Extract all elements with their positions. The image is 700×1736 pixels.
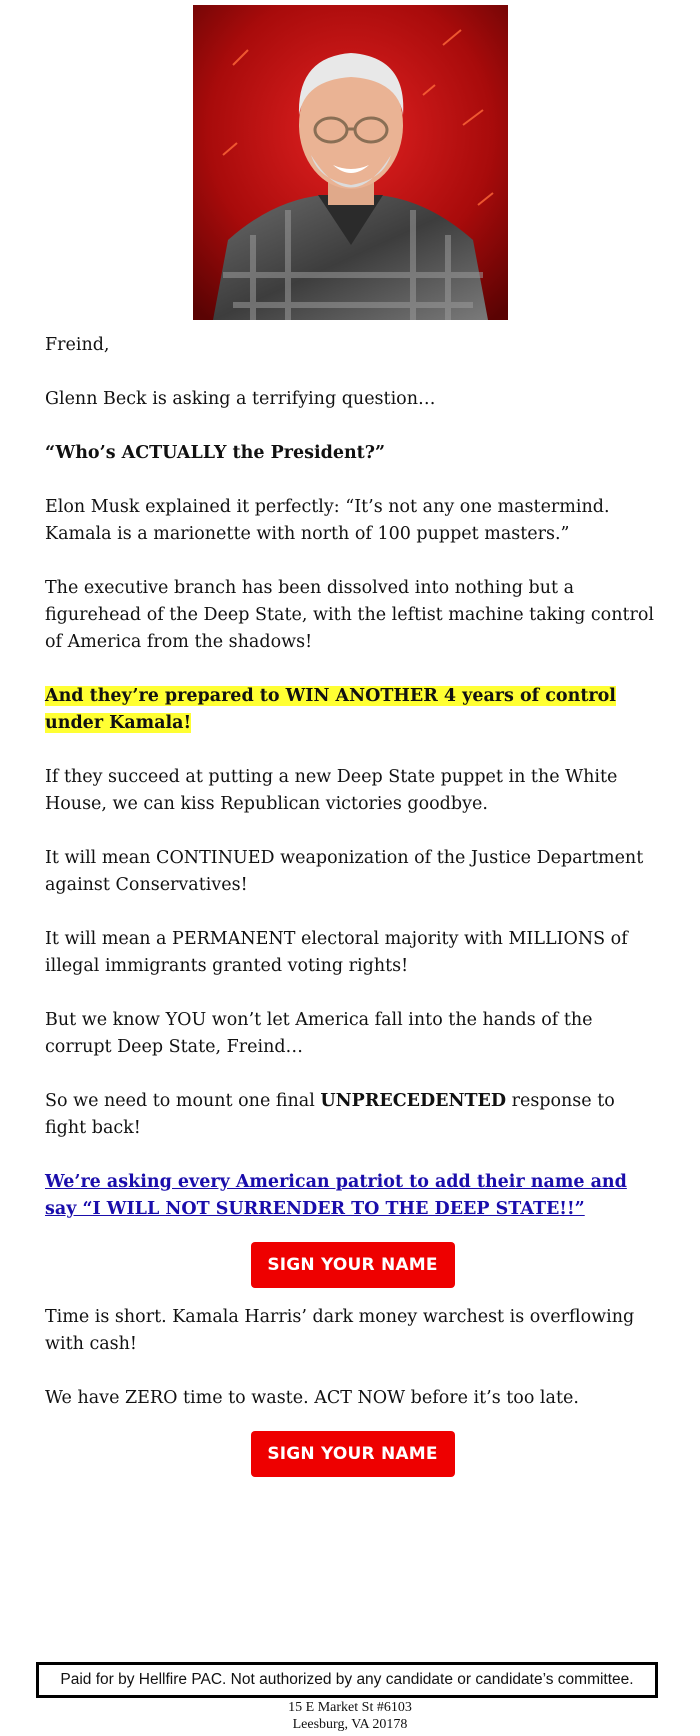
email-body	[45, 332, 660, 1493]
sign-your-name-button-2[interactable]: SIGN YOUR NAME	[251, 1431, 455, 1477]
sign-your-name-button[interactable]: SIGN YOUR NAME	[251, 1242, 455, 1288]
button-row-2	[45, 1431, 660, 1477]
address-line-1: 15 E Market St #6103	[288, 1700, 412, 1715]
paragraph-question-intro: Glenn Beck is asking a terrifying question…	[45, 389, 436, 409]
response-text-bold: UNPRECEDENTED	[320, 1091, 507, 1111]
paragraph-highlight	[45, 683, 660, 737]
hero-portrait-image	[193, 5, 508, 320]
paragraph-executive-branch: The executive branch has been dissolved into nothing but a figurehead of the Deep State, with the leftist machine taking control of America from the shadows!	[45, 578, 654, 652]
paragraph-weaponization: It will mean CONTINUED weaponization of the Justice Department against Conservatives!	[45, 848, 644, 895]
response-text-post: response to fight back!	[45, 1091, 615, 1138]
paragraph-majority: It will mean a PERMANENT electoral majority with MILLIONS of illegal immigrants granted voting rights!	[45, 929, 628, 976]
paragraph-time-short: Time is short. Kamala Harris’ dark money warchest is overflowing with cash!	[45, 1307, 635, 1354]
address-line-2: Leesburg, VA 20178	[292, 1717, 408, 1732]
greeting: Freind,	[45, 335, 110, 355]
response-text-pre: So we need to mount one final	[45, 1091, 321, 1111]
paragraph-puppet: If they succeed at putting a new Deep State puppet in the White House, we can kiss Republican victories goodbye.	[45, 767, 618, 814]
mailing-address	[0, 1699, 700, 1733]
paragraph-quote: Elon Musk explained it perfectly: “It’s not any one mastermind. Kamala is a marionette with north of 100 puppet masters.”	[45, 497, 610, 544]
paragraph-headline-question: “Who’s ACTUALLY the President?”	[45, 443, 386, 463]
paid-for-disclaimer: Paid for by Hellfire PAC. Not authorized by any candidate or candidate’s committee.	[36, 1662, 658, 1698]
paragraph-response	[45, 1088, 660, 1142]
petition-link[interactable]: We’re asking every American patriot to add their name and say “I WILL NOT SURRENDER TO THE DEEP STATE!!”	[45, 1172, 627, 1219]
paragraph-fall: But we know YOU won’t let America fall into the hands of the corrupt Deep State, Freind…	[45, 1010, 593, 1057]
paragraph-link	[45, 1169, 660, 1223]
paragraph-act-now: We have ZERO time to waste. ACT NOW before it’s too late.	[45, 1388, 579, 1408]
button-row-1	[45, 1242, 660, 1288]
highlighted-text: And they’re prepared to WIN ANOTHER 4 years of control under Kamala!	[45, 686, 616, 733]
